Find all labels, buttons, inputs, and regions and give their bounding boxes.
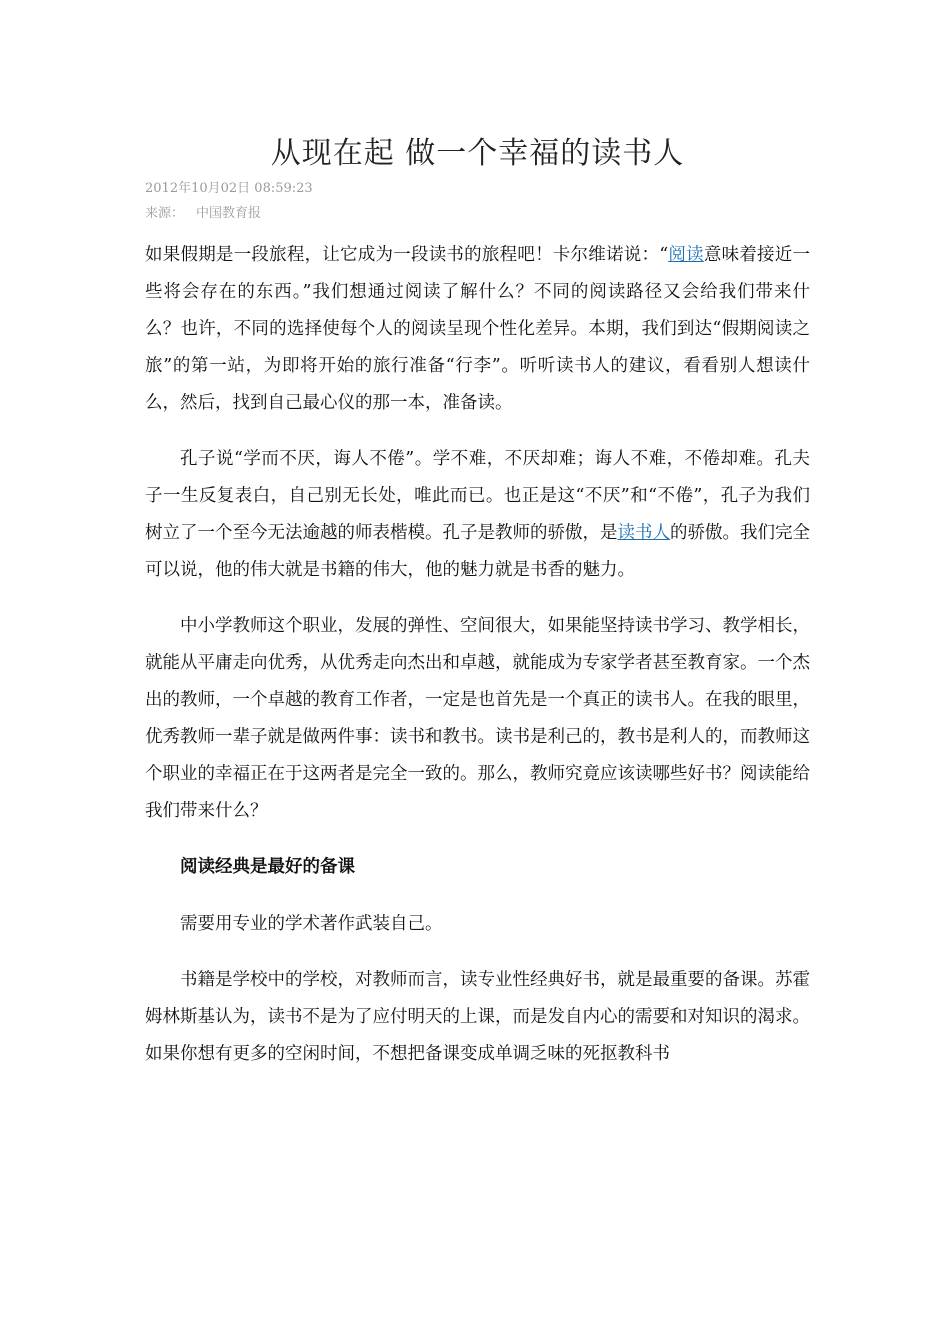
link-reader[interactable]: 读书人 (617, 523, 670, 543)
paragraph-2-text-a: 孔子说“学而不厌，诲人不倦”。学不难，不厌却难；诲人不难，不倦却难。孔夫子一生反复表白，自己别无长处，唯此而已。也正是这“不厌”和“不倦”，孔子为我们树立了一个至今无法逾越的师表楷模。孔子是教师的骄傲，是 (145, 449, 810, 543)
source-label: 来源： (145, 206, 185, 221)
paragraph-2-text-b: 的骄傲。我们完全可以说，他的伟大就是书籍的伟大，他的魅力就是书香的魅力。 (145, 523, 810, 580)
section-heading: 阅读经典是最好的备课 (180, 857, 355, 877)
article-body (145, 237, 810, 1092)
article-title: 从现在起 做一个幸福的读书人 (270, 136, 685, 171)
link-reading[interactable]: 阅读 (668, 245, 704, 265)
paragraph-1-text-a: 如果假期是一段旅程，让它成为一段读书的旅程吧！卡尔维诺说：“ (145, 245, 669, 265)
paragraph-4: 需要用专业的学术著作武装自己。 (180, 914, 443, 934)
article-date: 2012年10月02日 08:59:23 (145, 181, 313, 196)
source-value: 中国教育报 (196, 206, 262, 221)
paragraph-1 (145, 237, 810, 422)
paragraph-1-text-b: 意味着接近一些将会存在的东西。”我们想通过阅读了解什么？不同的阅读路径又会给我们带来什么？也许，不同的选择使每个人的阅读呈现个性化差异。本期，我们到达“假期阅读之旅”的第一站，为即将开始的旅行准备“行李”。听听读书人的建议，看看别人想读什么，然后，找到自己最心仪的那一本，准备读。 (145, 245, 811, 413)
article-source (145, 202, 261, 221)
paragraph-5: 书籍是学校中的学校，对教师而言，读专业性经典好书，就是最重要的备课。苏霍姆林斯基认为，读书不是为了应付明天的上课，而是发自内心的需要和对知识的渴求。如果你想有更多的空闲时间，不想把备课变成单调乏味的死抠教科书 (145, 970, 810, 1064)
paragraph-3: 中小学教师这个职业，发展的弹性、空间很大，如果能坚持读书学习、教学相长，就能从平庸走向优秀，从优秀走向杰出和卓越，就能成为专家学者甚至教育家。一个杰出的教师，一个卓越的教育工作者，一定是也首先是一个真正的读书人。在我的眼里，优秀教师一辈子就是做两件事：读书和教书。读书是利己的，教书是利人的，而教师这个职业的幸福正在于这两者是完全一致的。那么，教师究竟应该读哪些好书？阅读能给我们带来什么？ (145, 616, 810, 821)
paragraph-2 (145, 441, 810, 589)
